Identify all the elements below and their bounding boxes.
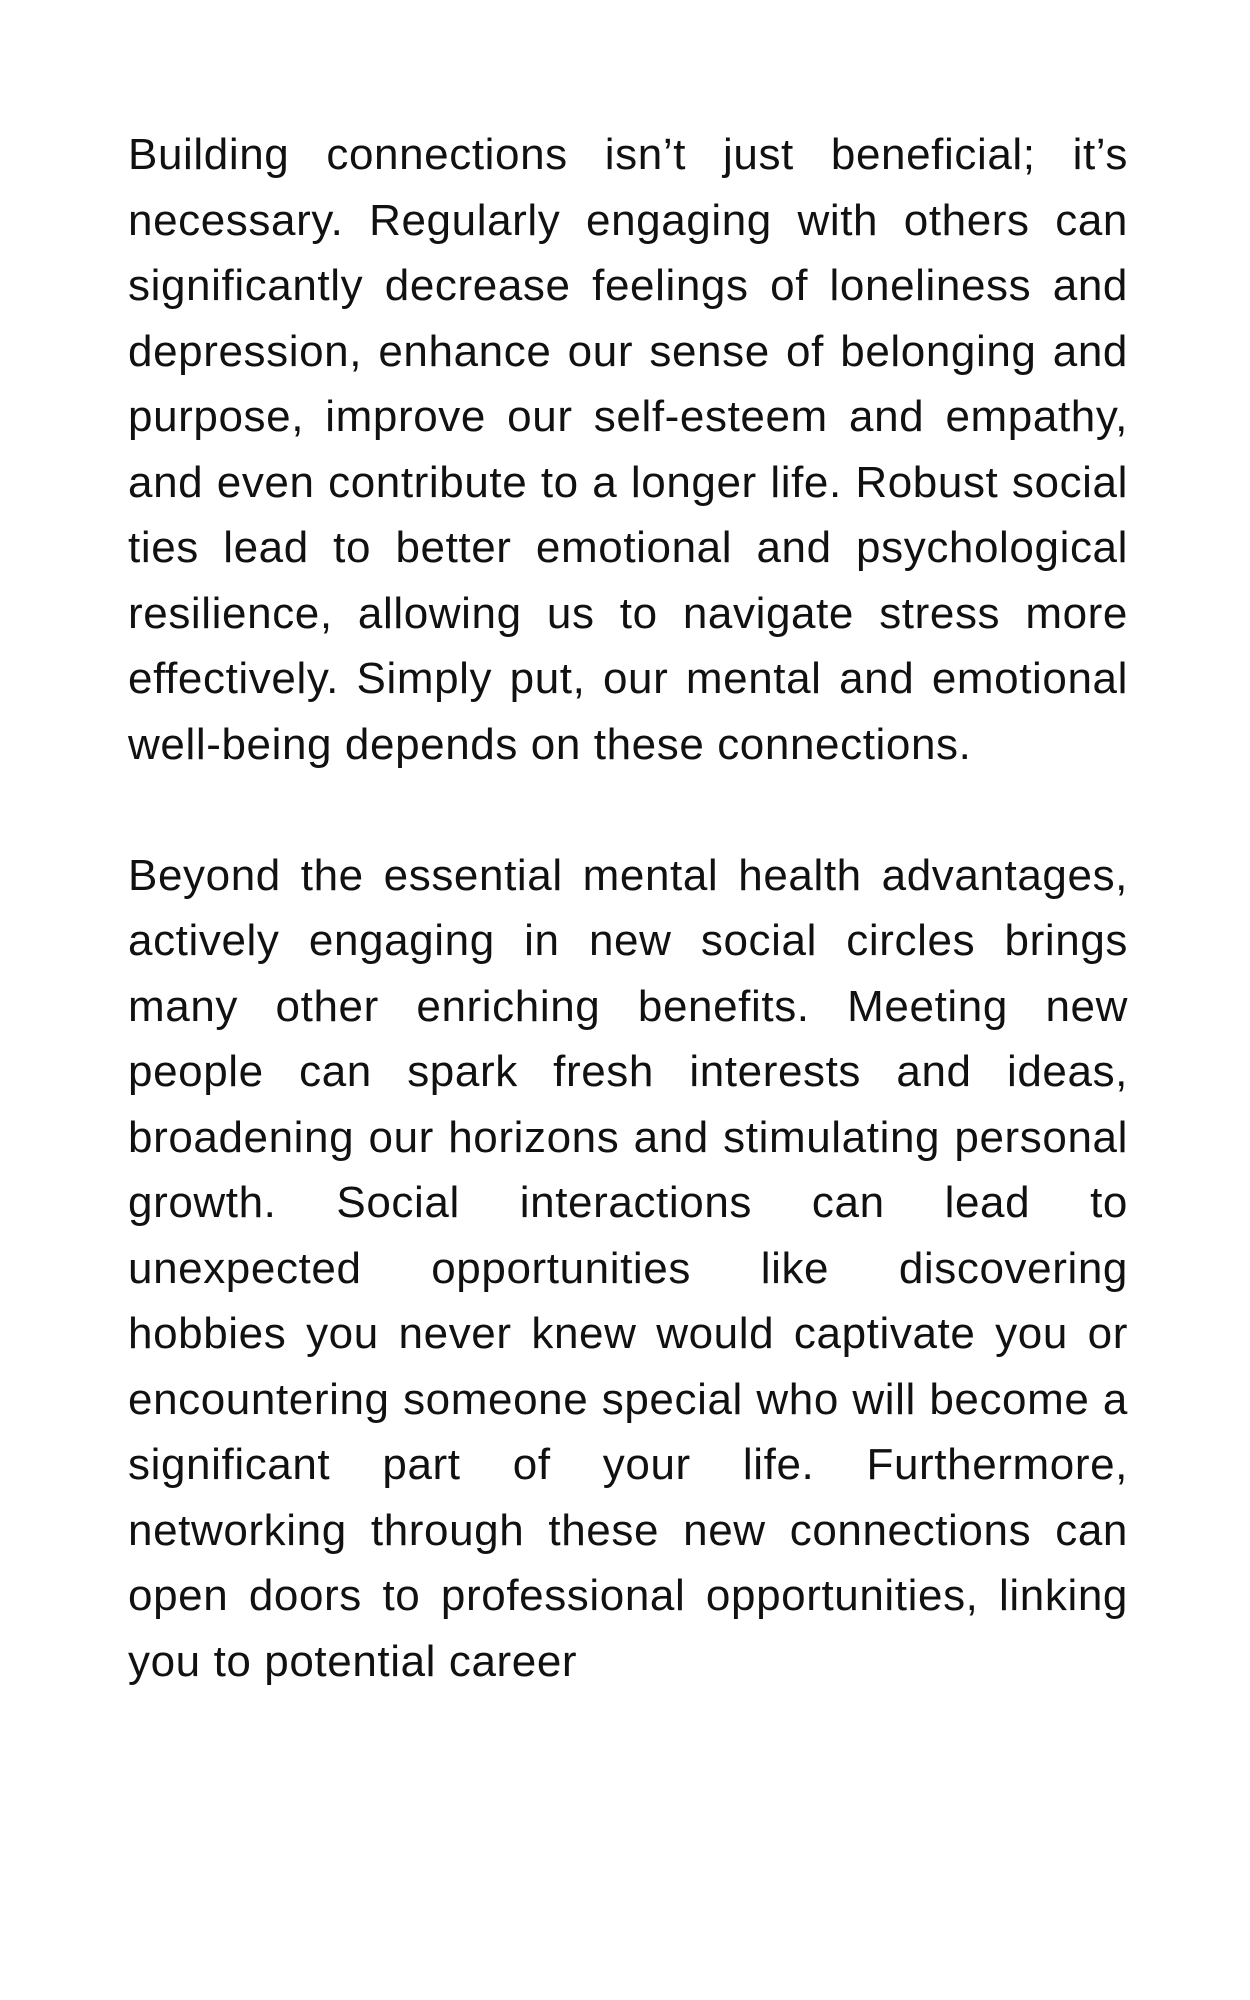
paragraph-social-connections: Building connections isn’t just beneficial; it’s necessary. Regularly engaging with others can significantly decrease feelings of loneliness and depression, enhance our sense of belonging and purpose, improve our self-esteem and empathy, and even contribute to a longer life. Robust social ties lead to better emotional and psychological resilience, allowing us to navigate stress more effectively. Simply put, our mental and emotional well-being depends on these connections.	[128, 130, 1128, 769]
body-text	[128, 122, 1128, 1694]
paragraph-social-benefits: Beyond the essential mental health advantages, actively engaging in new social circles brings many other enriching benefits. Meeting new people can spark fresh interests and ideas, broadening our horizons and stimulating personal growth. Social interactions can lead to unexpected opportunities like discovering hobbies you never knew would captivate you or encountering someone special who will become a significant part of your life. Furthermore, networking through these new connections can open doors to professional opportunities, linking you to potential career	[128, 850, 1128, 1686]
